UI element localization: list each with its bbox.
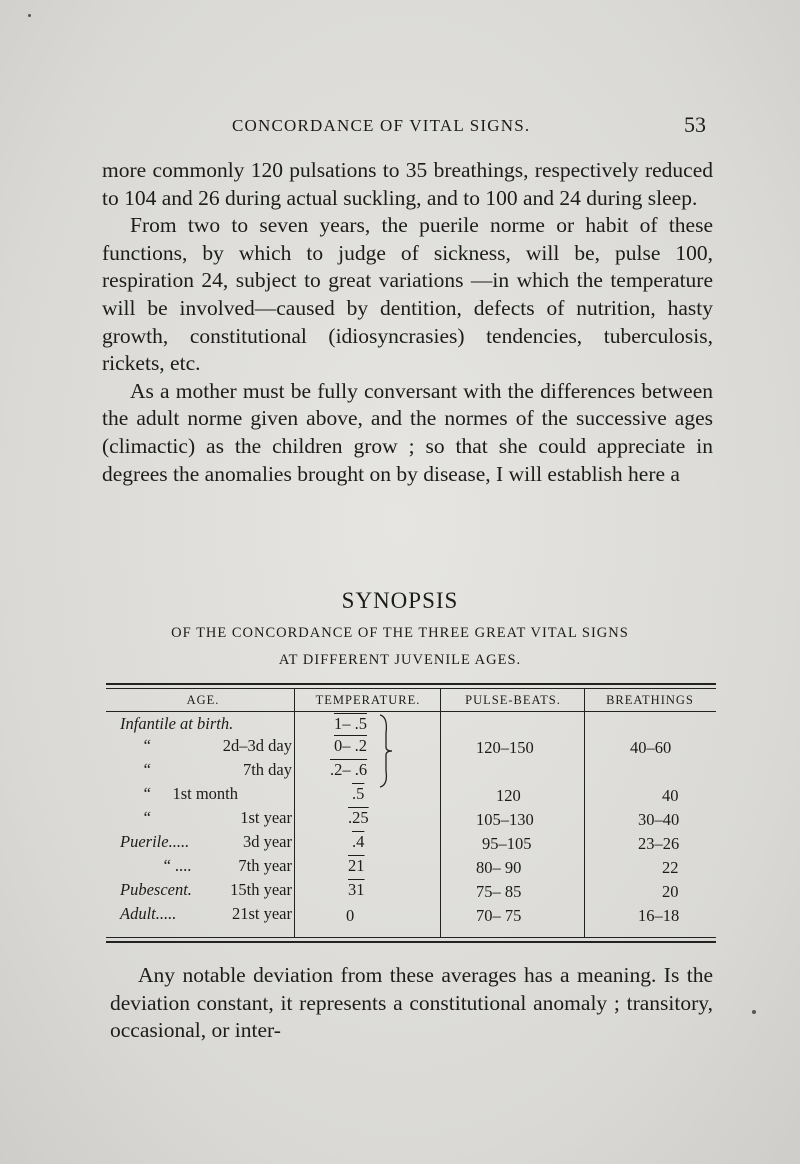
pulse-value: 75– 85: [476, 882, 522, 901]
temperature-value: 21: [348, 856, 365, 875]
breathings-value: 40: [662, 786, 679, 805]
age-value: 21st year: [231, 904, 292, 923]
page-header: [0, 112, 800, 142]
temperature-value: 1– .5: [334, 714, 367, 733]
column-divider: [440, 689, 441, 937]
temperature-value: .5: [352, 784, 365, 803]
temperature-value: .2– .6: [330, 760, 368, 779]
column-header-pulse: PULSE-BEATS.: [465, 693, 561, 707]
ditto-mark: “: [142, 760, 152, 779]
column-header-breathings: BREATHINGS: [606, 693, 694, 707]
synopsis-title: SYNOPSIS: [341, 588, 459, 613]
pulse-value: 95–105: [482, 834, 532, 853]
synopsis-subtitle: OF THE CONCORDANCE OF THE THREE GREAT VITAL SIGNS: [171, 625, 629, 641]
age-value: 3d year: [242, 832, 292, 851]
breathings-value: 20: [662, 882, 679, 901]
temperature-value: 0– .2: [334, 736, 367, 755]
temperature-value: .4: [352, 832, 365, 851]
pulse-value: 70– 75: [476, 906, 522, 925]
table-rule: [106, 688, 716, 689]
breathings-value: 40–60: [630, 738, 672, 757]
ink-speck: [28, 14, 31, 17]
age-value: 15th year: [230, 880, 292, 899]
ditto-mark: “: [142, 736, 152, 755]
age-label: Pubescent.: [120, 880, 192, 899]
breathings-value: 22: [662, 858, 679, 877]
age-value: 7th year: [238, 856, 292, 875]
age-label: Infantile at birth.: [120, 714, 234, 733]
page-number: 53: [684, 112, 706, 137]
body-text: [102, 157, 713, 488]
column-header-age: AGE.: [186, 693, 220, 707]
pulse-value: 120–150: [476, 738, 534, 757]
ditto-mark: “ ....: [162, 856, 192, 875]
ditto-mark: “: [142, 784, 152, 803]
age-value: 1st month: [172, 784, 238, 803]
ink-speck: [752, 1010, 756, 1014]
table-rule: [106, 937, 716, 938]
age-value: 1st year: [240, 808, 292, 827]
pulse-value: 105–130: [476, 810, 534, 829]
column-divider: [294, 689, 295, 937]
running-head: CONCORDANCE OF VITAL SIGNS.: [232, 116, 531, 135]
pulse-value: 120: [496, 786, 521, 805]
temperature-value: 0: [346, 906, 355, 925]
age-label: Adult.....: [120, 904, 177, 923]
column-divider: [584, 689, 585, 937]
paragraph: From two to seven years, the puerile norme or habit of these functions, by which to judge of sickness, will be, pulse 100, respiration 24, subject to great variations —in which the temperature will be involved—caused by dentition, defects of nutrition, hasty growth, constitutional (idiosyncrasies) tendencies, tuberculosis, rickets, etc.: [102, 213, 713, 376]
breathings-value: 30–40: [638, 810, 680, 829]
age-value: 7th day: [242, 760, 292, 779]
age-label: Puerile.....: [120, 832, 190, 851]
breathings-value: 23–26: [638, 834, 680, 853]
header-rule: [106, 711, 716, 712]
breathings-value: 16–18: [638, 906, 680, 925]
column-header-temperature: TEMPERATURE.: [315, 693, 421, 707]
temperature-value: 31: [348, 880, 365, 899]
brace-icon: [378, 713, 394, 789]
paragraph: As a mother must be fully conversant with the differences between the adult norme given above, and the normes of the successive ages (climactic) as the children grow ; so that she could appreciate in degrees the anomalies brought on by disease, I will establish here a: [102, 378, 713, 486]
temperature-value: .25: [348, 808, 369, 827]
vital-signs-table: [106, 683, 716, 943]
synopsis-subtitle: AT DIFFERENT JUVENILE AGES.: [278, 652, 522, 668]
age-value: 2d–3d day: [222, 736, 292, 755]
paragraph: Any notable deviation from these averages has a meaning. Is the deviation constant, it represents a constitutional anomaly ; transitory, occasional, or inter-: [110, 963, 713, 1043]
closing-text: [110, 962, 713, 1045]
pulse-value: 80– 90: [476, 858, 522, 877]
paragraph: more commonly 120 pulsations to 35 breathings, respectively reduced to 104 and 26 during actual suckling, and to 100 and 24 during sleep.: [102, 158, 713, 210]
ditto-mark: “: [142, 808, 152, 827]
